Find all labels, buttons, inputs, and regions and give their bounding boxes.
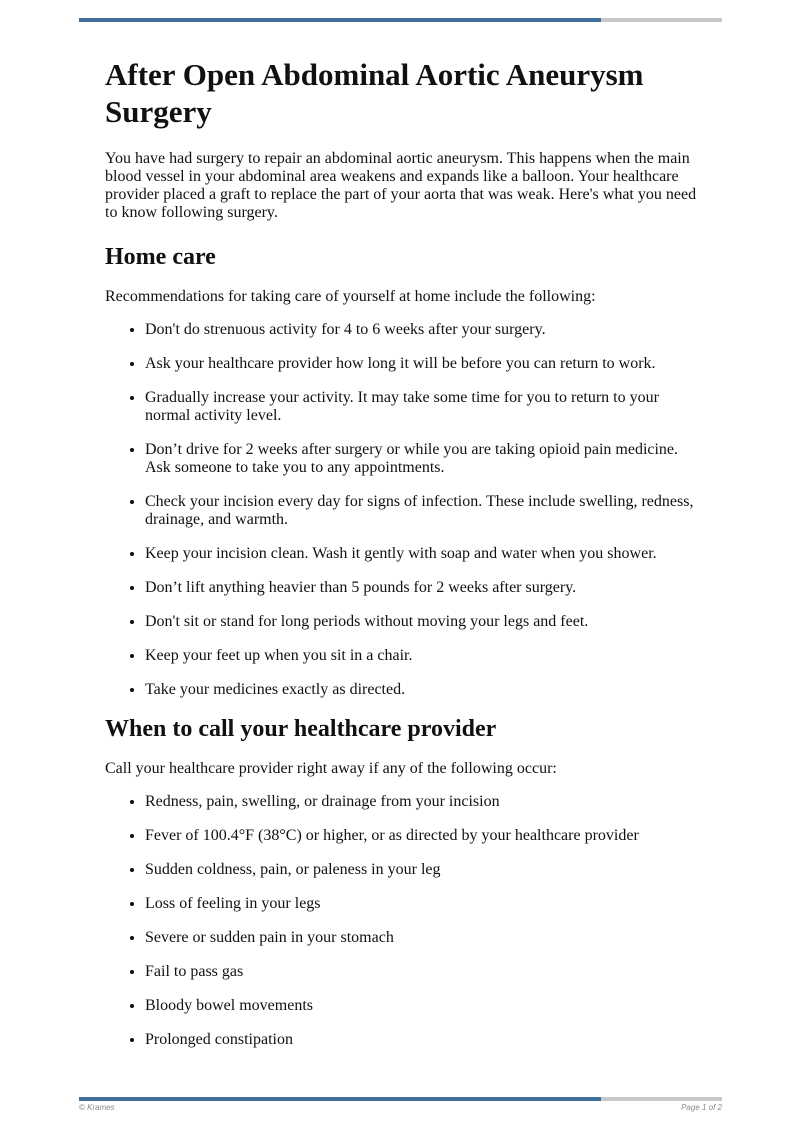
list-item: • Loss of feeling in your legs [145,895,705,913]
list-item: • Fever of 100.4°F (38°C) or higher, or as directed by your healthcare provider [145,827,705,845]
list-item: • Don't sit or stand for long periods without moving your legs and feet. [145,613,705,631]
list-item: • Gradually increase your activity. It may take some time for you to return to your normal activity level. [145,389,705,425]
bottom-progress-bar [79,1097,722,1101]
list-item: • Sudden coldness, pain, or paleness in your leg [145,861,705,879]
page-title: After Open Abdominal Aortic Aneurysm Surgery [105,57,644,129]
home-care-section [105,243,705,699]
list-item: • Redness, pain, swelling, or drainage from your incision [145,793,705,811]
list-item: • Keep your feet up when you sit in a chair. [145,647,705,665]
top-progress-bar [79,18,722,22]
footer-page-number: Page 1 of 2 [681,1103,722,1112]
when-to-call-list [105,793,705,1049]
list-item: • Ask your healthcare provider how long it will be before you can return to work. [145,355,705,373]
home-care-list [105,321,705,699]
list-item: • Take your medicines exactly as directed. [145,681,705,699]
list-item: • Don’t drive for 2 weeks after surgery or while you are taking opioid pain medicine. Ask someone to take you to any appointments. [145,441,705,477]
list-item: • Don’t lift anything heavier than 5 pounds for 2 weeks after surgery. [145,579,705,597]
list-item: • Keep your incision clean. Wash it gently with soap and water when you shower. [145,545,705,563]
footer-copyright: © Krames [79,1103,115,1112]
list-item: • Check your incision every day for signs of infection. These include swelling, redness, drainage, and warmth. [145,493,705,529]
list-item: • Bloody bowel movements [145,997,705,1015]
top-progress-bar-fill [79,18,601,22]
home-care-lead: Recommendations for taking care of yourself at home include the following: [105,288,596,305]
document-content [105,56,705,1065]
when-to-call-lead: Call your healthcare provider right away if any of the following occur: [105,760,557,777]
when-to-call-heading: When to call your healthcare provider [105,716,497,742]
list-item: • Severe or sudden pain in your stomach [145,929,705,947]
when-to-call-section [105,715,705,1049]
intro-paragraph: You have had surgery to repair an abdominal aortic aneurysm. This happens when the main blood vessel in your abdominal area weakens and expands like a balloon. Your healthcare provider placed a graft to replace the part of your aorta that was weak. Here's what you need to know following surgery. [105,150,697,221]
bottom-progress-bar-fill [79,1097,601,1101]
list-item: • Fail to pass gas [145,963,705,981]
home-care-heading: Home care [105,244,216,270]
list-item: • Don't do strenuous activity for 4 to 6 weeks after your surgery. [145,321,705,339]
list-item: • Prolonged constipation [145,1031,705,1049]
